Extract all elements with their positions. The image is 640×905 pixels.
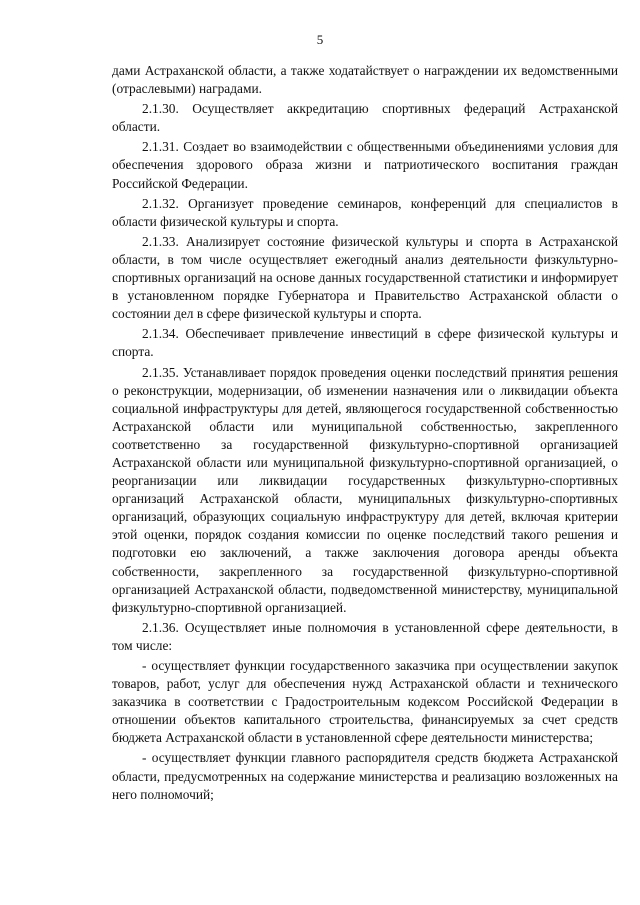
- paragraph-2-1-31: 2.1.31. Создает во взаимодействии с общественными объединениями условия для обеспечения здорового образа жизни и патриотического воспитания граждан Российской Федерации.: [112, 139, 618, 191]
- list-item-state-customer: - осуществляет функции государственного заказчика при осуществлении закупок товаров, работ, услуг для обеспечения нужд Астраханской области и технического заказчика в соответствии с Градостроительным кодексом Российской Федерации в отношении объектов капитального строительства, финансируемых за счет средств бюджета Астраханской области в установленной сфере деятельности министерства;: [112, 658, 618, 746]
- list-item-budget-manager: - осуществляет функции главного распорядителя средств бюджета Астраханской области, предусмотренных на содержание министерства и реализацию возложенных на него полномочий;: [112, 750, 618, 802]
- document-body: [112, 62, 618, 806]
- paragraph-2-1-32: 2.1.32. Организует проведение семинаров, конференций для специалистов в области физической культуры и спорта.: [112, 195, 618, 229]
- paragraph-2-1-35: 2.1.35. Устанавливает порядок проведения оценки последствий принятия решения о реконструкции, модернизации, об изменении назначения или о ликвидации объекта социальной инфраструктуры для детей, являющегося государственной собственностью Астраханской области или муниципальной собственностью, закрепленного соответственно за государственной физкультурно-спортивной организацией Астраханской области или муниципальной физкультурно-спортивной организацией, о реорганизации или ликвидации государственных физкультурно-спортивных организаций Астраханской области, муниципальных физкультурно-спортивных организаций, образующих социальную инфраструктуру для детей, включая критерии этой оценки, порядок создания комиссии по оценке последствий такого решения и подготовки ею заключений, а также заключения договора аренды объекта собственности, закрепленного за государственной физкультурно-спортивной организацией Астраханской области, подведомственной министерству, муниципальной физкультурно-спортивной организацией.: [112, 364, 618, 615]
- paragraph-2-1-33: 2.1.33. Анализирует состояние физической культуры и спорта в Астраханской области, в том числе осуществляет ежегодный анализ деятельности физкультурно-спортивных организаций на основе данных государственной статистики и информирует в установленном порядке Губернатора и Правительство Астраханской области о состоянии дел в сфере физической культуры и спорта.: [112, 233, 618, 322]
- paragraph-2-1-34: 2.1.34. Обеспечивает привлечение инвестиций в сфере физической культуры и спорта.: [112, 326, 618, 360]
- paragraph-2-1-36: 2.1.36. Осуществляет иные полномочия в установленной сфере деятельности, в том числе:: [112, 619, 618, 653]
- paragraph-continuation: дами Астраханской области, а также ходатайствует о награждении их ведомственными (отраслевыми) наградами.: [112, 63, 618, 97]
- page-number: 5: [316, 32, 324, 47]
- paragraph-2-1-30: 2.1.30. Осуществляет аккредитацию спортивных федераций Астраханской области.: [112, 101, 618, 135]
